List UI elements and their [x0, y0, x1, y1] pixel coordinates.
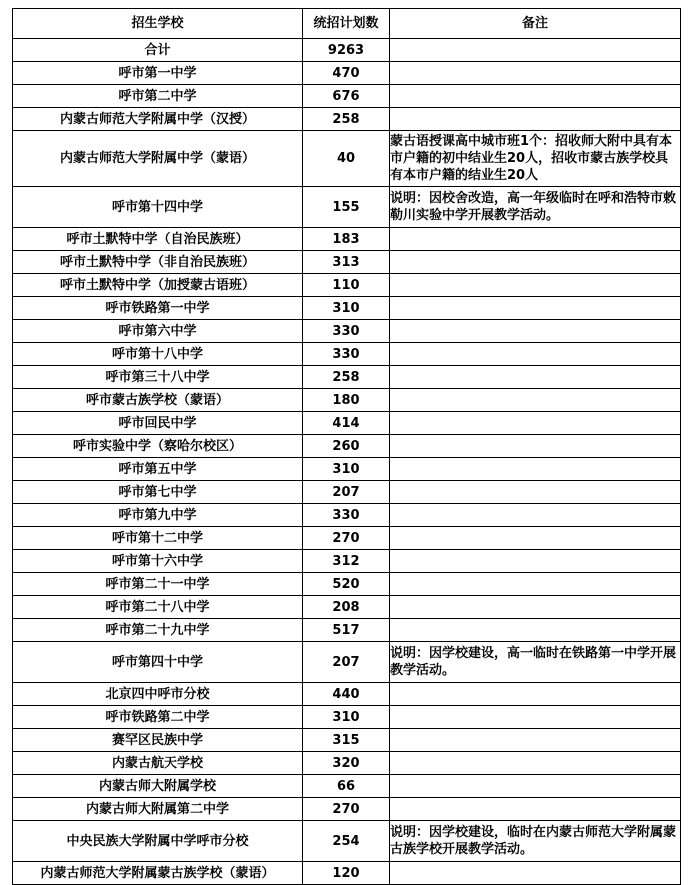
table-row — [13, 504, 681, 527]
school-cell: 呼市第九中学 — [13, 504, 303, 527]
note-cell — [390, 706, 681, 729]
table-row — [13, 187, 681, 228]
note-cell — [390, 108, 681, 131]
header-plan: 统招计划数 — [303, 9, 390, 39]
table-row — [13, 683, 681, 706]
note-cell — [390, 228, 681, 251]
plan-cell: 207 — [303, 642, 390, 683]
header-note: 备注 — [390, 9, 681, 39]
table-row — [13, 706, 681, 729]
plan-cell: 258 — [303, 108, 390, 131]
note-cell — [390, 596, 681, 619]
school-cell: 合计 — [13, 39, 303, 62]
school-cell: 呼市第十八中学 — [13, 343, 303, 366]
school-cell: 赛罕区民族中学 — [13, 729, 303, 752]
note-cell — [390, 862, 681, 885]
table-row — [13, 251, 681, 274]
table-row — [13, 619, 681, 642]
header-row — [13, 9, 681, 39]
table-row — [13, 366, 681, 389]
note-cell — [390, 775, 681, 798]
school-cell: 内蒙古师大附属学校 — [13, 775, 303, 798]
school-cell: 呼市第十二中学 — [13, 527, 303, 550]
school-cell: 呼市土默特中学（加授蒙古语班） — [13, 274, 303, 297]
school-cell: 呼市第二十九中学 — [13, 619, 303, 642]
table-row — [13, 527, 681, 550]
school-cell: 呼市铁路第一中学 — [13, 297, 303, 320]
note-cell: 蒙古语授课高中城市班1个：招收师大附中具有本市户籍的初中结业生20人，招收市蒙古族学校具有本市户籍的结业生20人 — [390, 131, 681, 187]
school-cell: 呼市铁路第二中学 — [13, 706, 303, 729]
school-cell: 北京四中呼市分校 — [13, 683, 303, 706]
table-row — [13, 274, 681, 297]
school-cell: 呼市第二十一中学 — [13, 573, 303, 596]
plan-cell: 260 — [303, 435, 390, 458]
plan-cell: 310 — [303, 297, 390, 320]
plan-cell: 310 — [303, 706, 390, 729]
note-cell — [390, 683, 681, 706]
plan-cell: 66 — [303, 775, 390, 798]
table-row — [13, 343, 681, 366]
note-cell: 说明：因学校建设，高一临时在铁路第一中学开展教学活动。 — [390, 642, 681, 683]
note-cell — [390, 320, 681, 343]
table-row — [13, 412, 681, 435]
plan-cell: 40 — [303, 131, 390, 187]
school-cell: 呼市第五中学 — [13, 458, 303, 481]
plan-cell: 207 — [303, 481, 390, 504]
school-cell: 呼市第四十中学 — [13, 642, 303, 683]
note-cell — [390, 619, 681, 642]
note-cell — [390, 527, 681, 550]
plan-cell: 312 — [303, 550, 390, 573]
note-cell — [390, 274, 681, 297]
note-cell — [390, 504, 681, 527]
plan-cell: 254 — [303, 821, 390, 862]
table-row — [13, 481, 681, 504]
school-cell: 呼市第二中学 — [13, 85, 303, 108]
note-cell: 说明：因学校建设，临时在内蒙古师范大学附属蒙古族学校开展教学活动。 — [390, 821, 681, 862]
note-cell — [390, 343, 681, 366]
note-cell — [390, 481, 681, 504]
plan-cell: 310 — [303, 458, 390, 481]
plan-cell: 270 — [303, 798, 390, 821]
note-cell — [390, 573, 681, 596]
school-cell: 内蒙古师范大学附属中学（汉授） — [13, 108, 303, 131]
school-cell: 内蒙古师范大学附属蒙古族学校（蒙语） — [13, 862, 303, 885]
school-cell: 呼市土默特中学（自治民族班） — [13, 228, 303, 251]
plan-cell: 520 — [303, 573, 390, 596]
note-cell — [390, 389, 681, 412]
plan-cell: 270 — [303, 527, 390, 550]
plan-cell: 676 — [303, 85, 390, 108]
note-cell — [390, 798, 681, 821]
plan-cell: 313 — [303, 251, 390, 274]
table-row — [13, 550, 681, 573]
plan-cell: 9263 — [303, 39, 390, 62]
note-cell — [390, 39, 681, 62]
table-row — [13, 435, 681, 458]
school-cell: 呼市土默特中学（非自治民族班） — [13, 251, 303, 274]
school-cell: 呼市第十六中学 — [13, 550, 303, 573]
note-cell — [390, 458, 681, 481]
plan-cell: 330 — [303, 504, 390, 527]
note-cell — [390, 366, 681, 389]
table-row — [13, 775, 681, 798]
table-row — [13, 752, 681, 775]
school-cell: 内蒙古航天学校 — [13, 752, 303, 775]
table-row — [13, 228, 681, 251]
plan-cell: 320 — [303, 752, 390, 775]
table-row — [13, 389, 681, 412]
plan-cell: 315 — [303, 729, 390, 752]
plan-cell: 120 — [303, 862, 390, 885]
admission-plan-table — [12, 8, 681, 885]
note-cell — [390, 729, 681, 752]
table-row — [13, 320, 681, 343]
plan-cell: 330 — [303, 320, 390, 343]
table-row — [13, 458, 681, 481]
table-row — [13, 573, 681, 596]
school-cell: 呼市回民中学 — [13, 412, 303, 435]
table-row — [13, 642, 681, 683]
school-cell: 呼市实验中学（察哈尔校区） — [13, 435, 303, 458]
school-cell: 呼市第三十八中学 — [13, 366, 303, 389]
school-cell: 呼市第七中学 — [13, 481, 303, 504]
school-cell: 呼市第二十八中学 — [13, 596, 303, 619]
plan-cell: 440 — [303, 683, 390, 706]
note-cell: 说明：因校舍改造，高一年级临时在呼和浩特市敕勒川实验中学开展教学活动。 — [390, 187, 681, 228]
note-cell — [390, 62, 681, 85]
plan-cell: 208 — [303, 596, 390, 619]
header-school: 招生学校 — [13, 9, 303, 39]
plan-cell: 180 — [303, 389, 390, 412]
note-cell — [390, 550, 681, 573]
table-row — [13, 862, 681, 885]
note-cell — [390, 85, 681, 108]
table-row — [13, 297, 681, 320]
plan-cell: 258 — [303, 366, 390, 389]
table-row — [13, 596, 681, 619]
school-cell: 呼市蒙古族学校（蒙语） — [13, 389, 303, 412]
school-cell: 内蒙古师大附属第二中学 — [13, 798, 303, 821]
plan-cell: 155 — [303, 187, 390, 228]
plan-cell: 414 — [303, 412, 390, 435]
table-row — [13, 729, 681, 752]
school-cell: 呼市第一中学 — [13, 62, 303, 85]
plan-cell: 517 — [303, 619, 390, 642]
table-row — [13, 85, 681, 108]
school-cell: 中央民族大学附属中学呼市分校 — [13, 821, 303, 862]
note-cell — [390, 435, 681, 458]
table-row — [13, 39, 681, 62]
plan-cell: 183 — [303, 228, 390, 251]
note-cell — [390, 412, 681, 435]
school-cell: 呼市第六中学 — [13, 320, 303, 343]
table-row — [13, 798, 681, 821]
note-cell — [390, 251, 681, 274]
note-cell — [390, 752, 681, 775]
plan-cell: 470 — [303, 62, 390, 85]
table-row — [13, 62, 681, 85]
school-cell: 呼市第十四中学 — [13, 187, 303, 228]
note-cell — [390, 297, 681, 320]
table-row — [13, 131, 681, 187]
school-cell: 内蒙古师范大学附属中学（蒙语） — [13, 131, 303, 187]
plan-cell: 330 — [303, 343, 390, 366]
plan-cell: 110 — [303, 274, 390, 297]
table-row — [13, 108, 681, 131]
table-row — [13, 821, 681, 862]
